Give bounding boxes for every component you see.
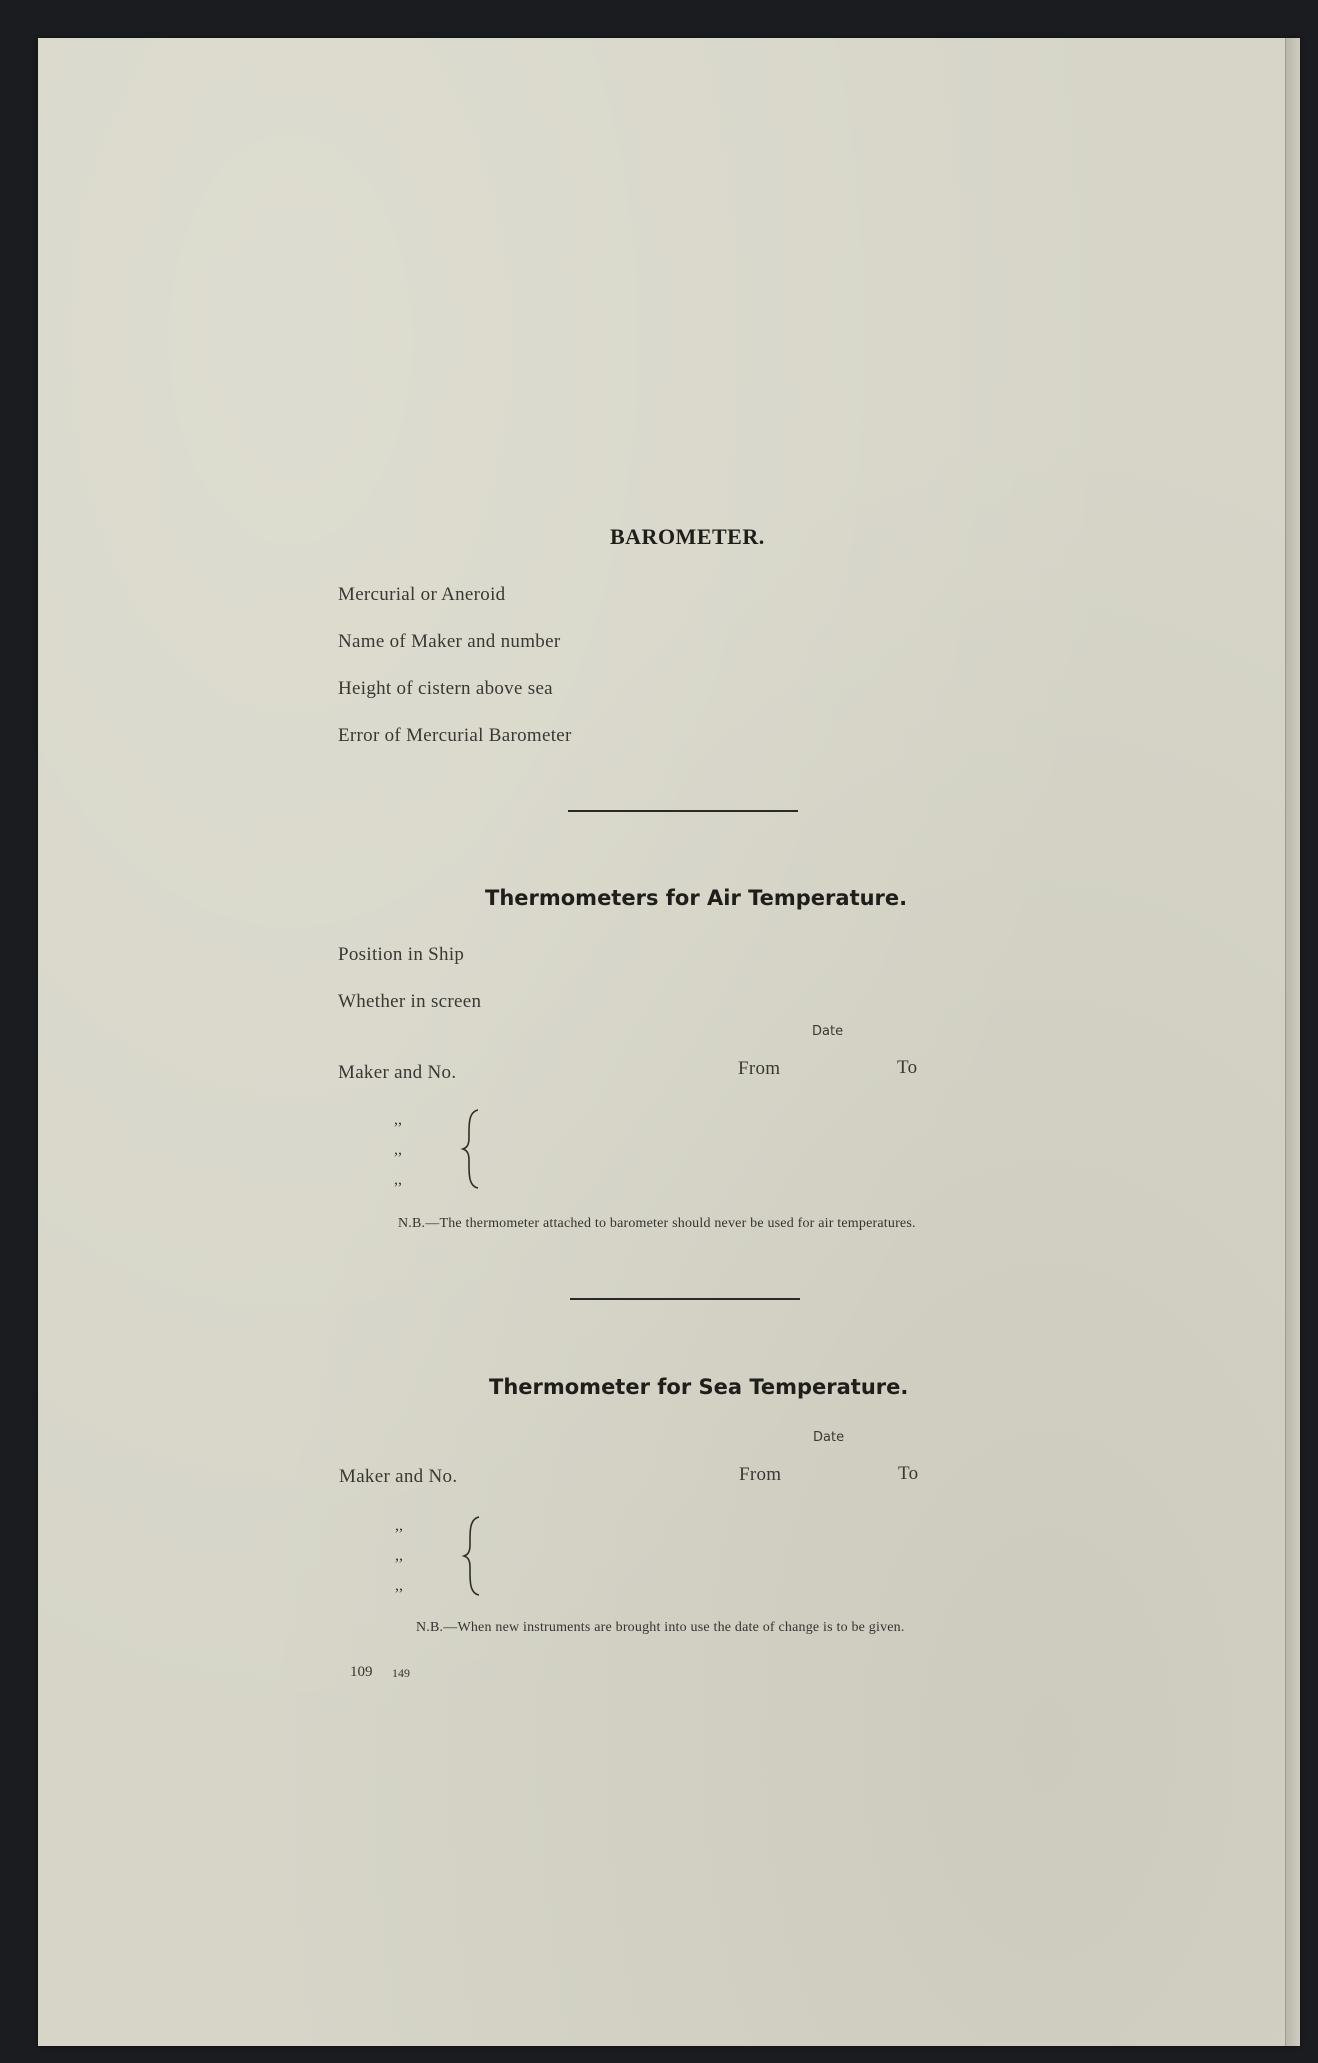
sea-to-label: To <box>898 1463 919 1484</box>
barometer-field-type: Mercurial or Aneroid <box>338 584 506 605</box>
sea-ditto-mark-3: ,, <box>395 1577 403 1594</box>
air-screen-label: Whether in screen <box>338 991 482 1012</box>
page-edge <box>1285 38 1300 2046</box>
sea-note: N.B.—When new instruments are brought into use the date of change is to be given. <box>416 1620 905 1635</box>
form-page <box>38 38 1300 2046</box>
air-maker-label: Maker and No. <box>338 1062 457 1083</box>
form-number-sub: 149 <box>392 1666 410 1680</box>
barometer-field-error: Error of Mercurial Barometer <box>338 725 572 746</box>
sea-date-label: Date <box>813 1430 845 1445</box>
air-position-label: Position in Ship <box>338 944 465 965</box>
air-brace-icon <box>460 1108 482 1190</box>
barometer-field-height: Height of cistern above sea <box>338 678 553 699</box>
air-ditto-mark-3: ,, <box>394 1171 402 1188</box>
sea-maker-label: Maker and No. <box>339 1466 458 1487</box>
sea-thermometer-title: Thermometer for Sea Temperature. <box>489 1375 909 1399</box>
air-date-label: Date <box>812 1024 844 1039</box>
air-from-label: From <box>738 1058 781 1079</box>
sea-ditto-mark-1: ,, <box>395 1517 403 1534</box>
form-number-main: 109 <box>350 1664 373 1680</box>
air-ditto-mark-2: ,, <box>394 1141 402 1158</box>
air-note: N.B.—The thermometer attached to barometer should never be used for air temperatures. <box>398 1216 916 1231</box>
air-thermometers-title: Thermometers for Air Temperature. <box>485 886 908 910</box>
section-divider-2 <box>570 1298 800 1300</box>
air-to-label: To <box>897 1057 918 1078</box>
section-divider-1 <box>568 810 798 812</box>
barometer-title: BAROMETER. <box>610 524 765 549</box>
sea-brace-icon <box>461 1515 483 1597</box>
sea-ditto-mark-2: ,, <box>395 1547 403 1564</box>
barometer-field-maker: Name of Maker and number <box>338 631 561 652</box>
air-ditto-mark-1: ,, <box>394 1111 402 1128</box>
sea-from-label: From <box>739 1464 782 1485</box>
